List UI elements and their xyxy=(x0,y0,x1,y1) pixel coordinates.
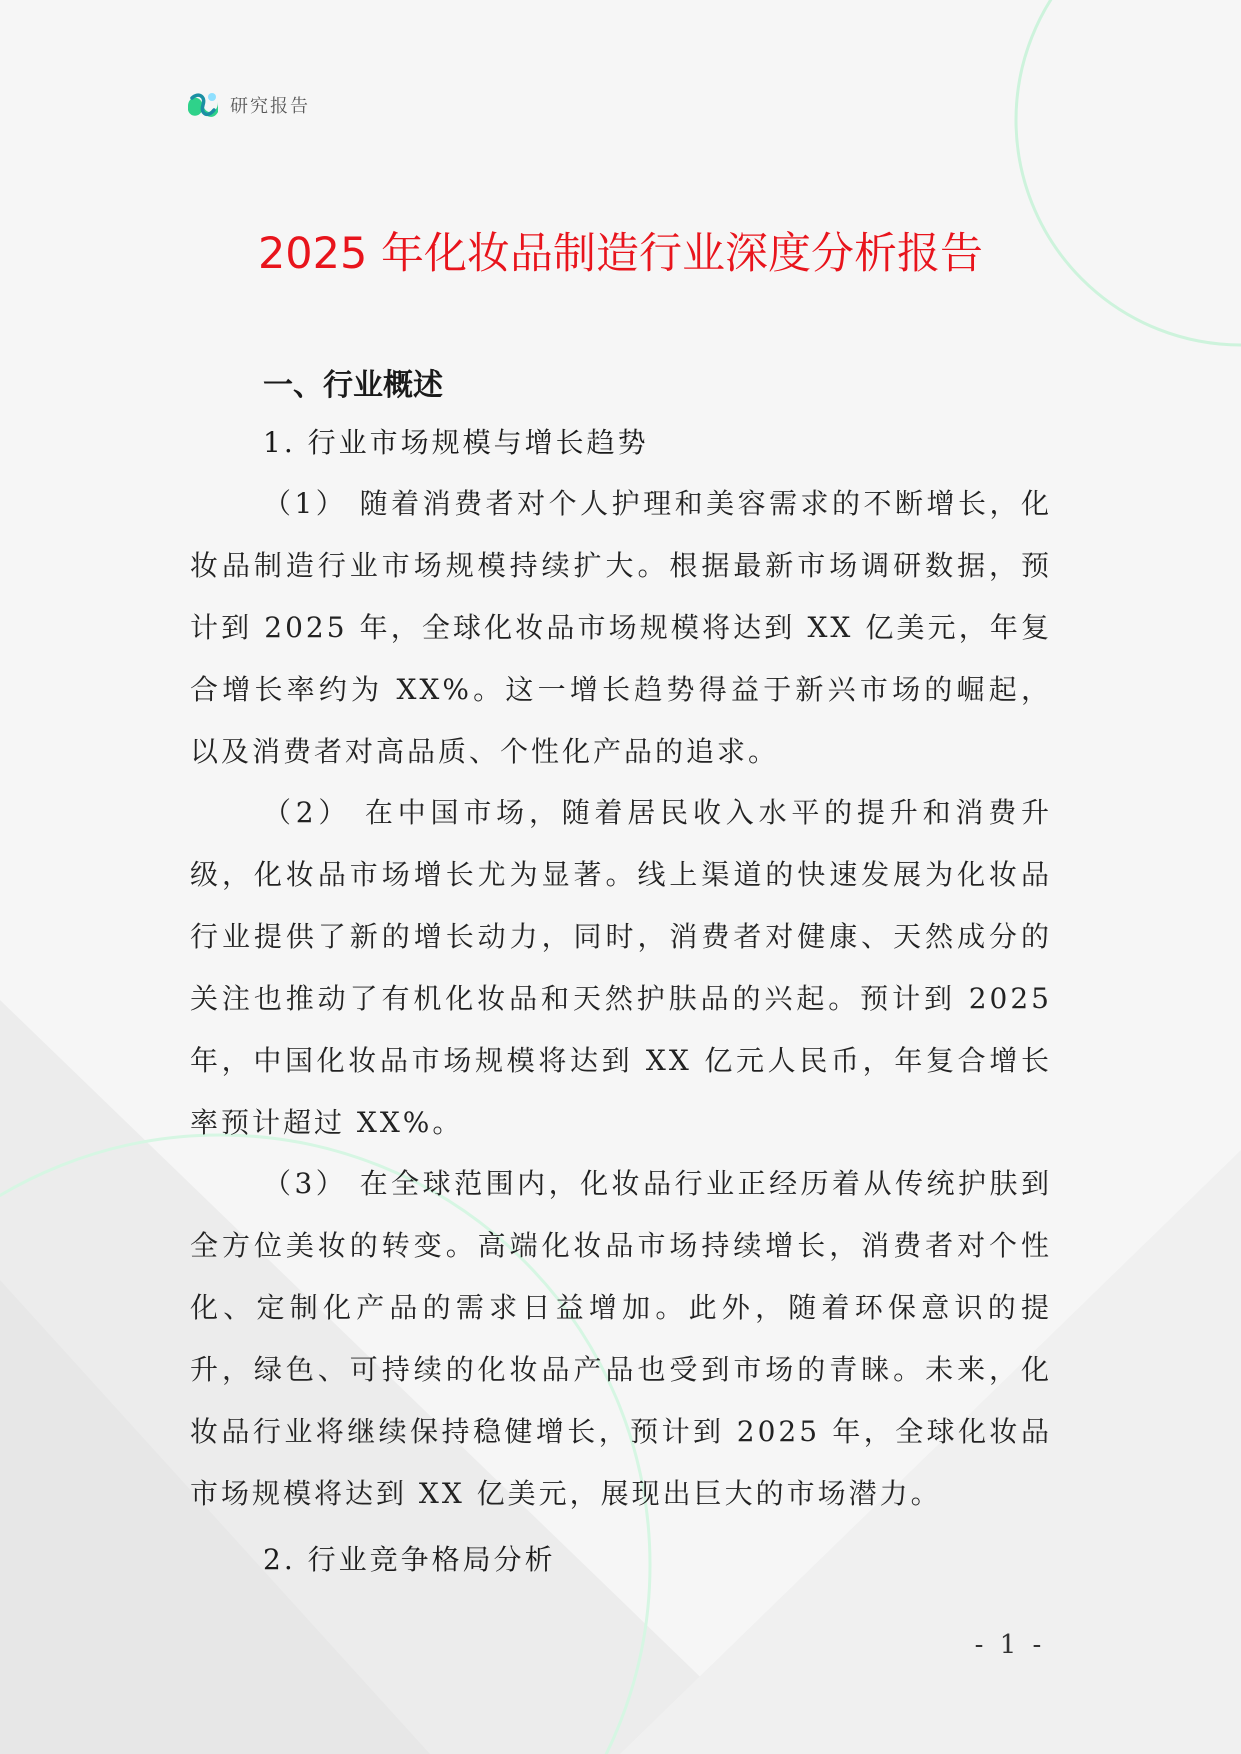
subsection-heading-2: 2. 行业竞争格局分析 xyxy=(263,1543,556,1576)
paragraph-3: （3） 在全球范围内，化妆品行业正经历着从传统护肤到全方位美妆的转变。高端化妆品市场持续增长，消费者对个性化、定制化产品的需求日益增加。此外，随着环保意识的提升，绿色、可持续的化妆品产品也受到市场的青睐。未来，化妆品行业将继续保持稳健增长，预计到 2025 年，全球化妆品市场规模将达到 XX 亿美元，展现出巨大的市场潜力。 xyxy=(190,1167,1052,1510)
subsection-heading-1: 1. 行业市场规模与增长趋势 xyxy=(263,426,649,459)
brand-header xyxy=(186,88,310,122)
page-number: - 1 - xyxy=(974,1630,1046,1660)
brand-label: 研究报告 xyxy=(230,96,310,117)
paragraph-2: （2） 在中国市场，随着居民收入水平的提升和消费升级，化妆品市场增长尤为显著。线上渠道的快速发展为化妆品行业提供了新的增长动力，同时，消费者对健康、天然成分的关注也推动了有机化妆品和天然护肤品的兴起。预计到 2025 年，中国化妆品市场规模将达到 XX 亿元人民币，年复合增长率预计超过 XX%。 xyxy=(190,796,1052,1139)
section-heading: 一、行业概述 xyxy=(263,368,443,403)
brand-logo-icon xyxy=(186,88,220,122)
document-title: 2025 年化妆品制造行业深度分析报告 xyxy=(257,229,984,279)
paragraph-1: （1） 随着消费者对个人护理和美容需求的不断增长，化妆品制造行业市场规模持续扩大。根据最新市场调研数据，预计到 2025 年，全球化妆品市场规模将达到 XX 亿美元，年复合增长率约为 XX%。这一增长趋势得益于新兴市场的崛起，以及消费者对高品质、个性化产品的追求。 xyxy=(190,487,1052,768)
